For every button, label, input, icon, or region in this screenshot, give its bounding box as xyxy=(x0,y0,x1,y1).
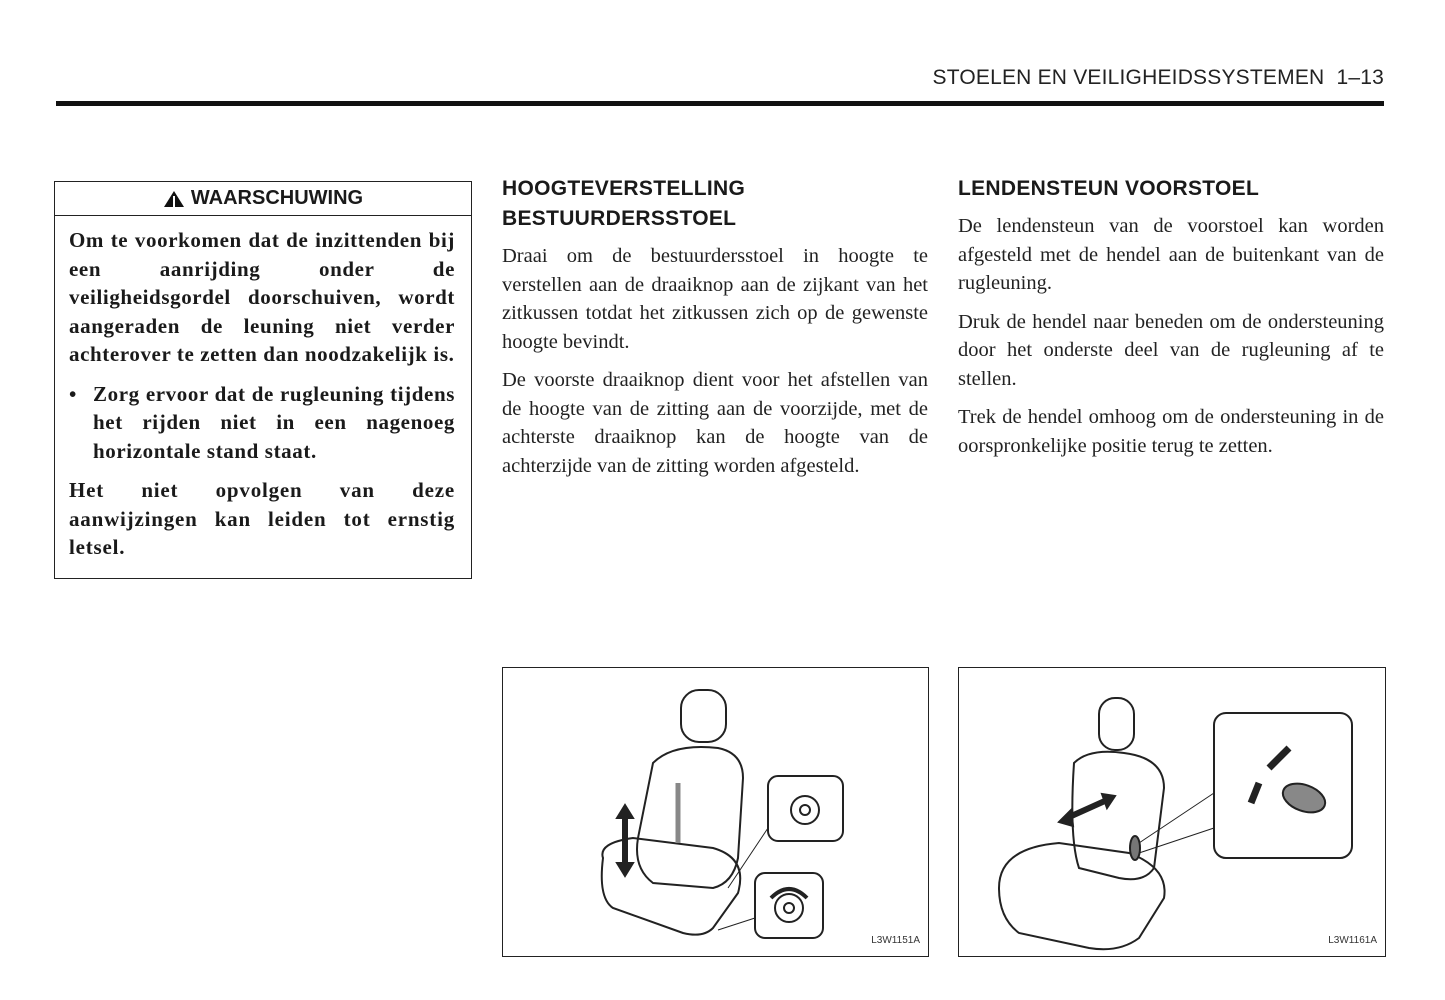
section-heading: LENDENSTEUN VOORSTOEL xyxy=(958,177,1260,200)
paragraph: Draai om de bestuurdersstoel in hoogte te verstellen aan de draaiknop aan de zijkant van het zitkussen totdat het zitkussen zich op de gewenste hoogte bevindt. xyxy=(502,245,928,353)
lumbar-support-section xyxy=(958,174,1384,470)
warning-triangle-icon xyxy=(163,190,185,208)
paragraph: De lendensteun van de voorstoel kan worden afgesteld met de hendel aan de buitenkant van de rugleuning. xyxy=(958,215,1384,294)
section-title: STOELEN EN VEILIGHEIDSSYSTEMEN xyxy=(932,66,1325,89)
warning-bullet-text: Zorg ervoor dat de rugleuning tijdens het rijden niet in een nagenoeg horizontale stand staat. xyxy=(93,381,455,463)
paragraph: Druk de hendel naar beneden om de ondersteuning door het onderste deel van de rugleuning af te stellen. xyxy=(958,310,1384,390)
page-number: 1–13 xyxy=(1336,66,1384,89)
height-adjust-section xyxy=(502,174,928,490)
warning-box xyxy=(54,181,472,579)
header-rule xyxy=(56,101,1384,106)
warning-title: WAARSCHUWING xyxy=(190,187,364,209)
figure-code: L3W1151A xyxy=(871,935,920,946)
warning-bullet: • Zorg ervoor dat de rugleuning tijdens het rijden niet in een nagenoeg horizontale stand staat. xyxy=(69,380,455,466)
paragraph: Trek de hendel omhoog om de ondersteuning in de oorspronkelijke positie terug te zetten. xyxy=(958,406,1384,457)
warning-paragraph-2: Het niet opvolgen van deze aanwijzingen kan leiden tot ernstig letsel. xyxy=(69,478,455,559)
paragraph: De voorste draaiknop dient voor het afstellen van de hoogte van de zitting aan de voorzijde, met de achterste draaiknop kan de hoogte van de achterzijde van de zitting worden afgesteld. xyxy=(502,369,928,477)
warning-header xyxy=(55,182,471,216)
warning-paragraph: Om te voorkomen dat de inzittenden bij een aanrijding onder de veiligheidsgordel doorschuiven, wordt aangeraden de leuning niet verder achterover te zetten dan noodzakelijk is. xyxy=(69,228,455,366)
seat-height-illustration xyxy=(502,667,929,957)
lumbar-support-illustration xyxy=(958,667,1386,957)
section-heading: HOOGTEVERSTELLING BESTUURDERSSTOEL xyxy=(502,177,746,230)
running-header xyxy=(933,66,1385,90)
figure-code: L3W1161A xyxy=(1328,935,1377,946)
